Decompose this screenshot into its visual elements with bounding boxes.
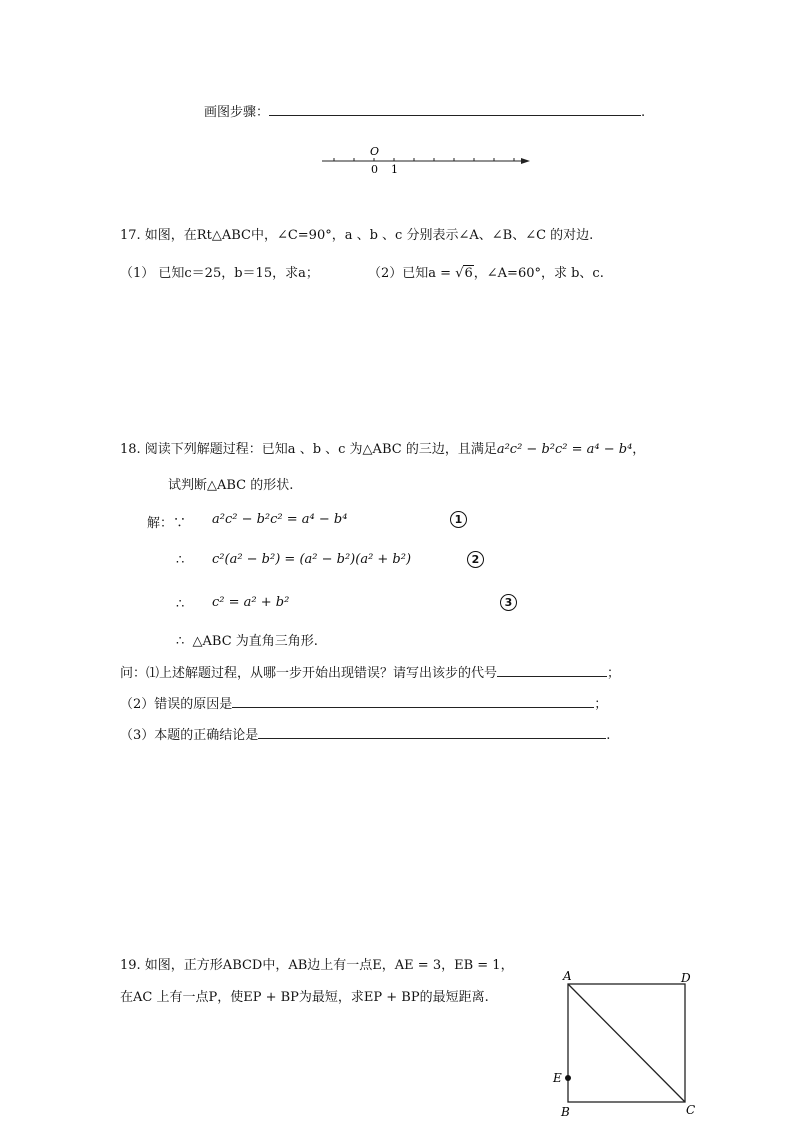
q18-therefore-3: ∴ [176,597,185,612]
q18-ask2 [120,693,607,712]
q17-part2-pre: （2）已知a = [368,266,456,281]
label-a: A [563,969,572,983]
number-line-arrow [521,158,530,164]
q18-ask2-text: （2）错误的原因是 [120,697,233,712]
q18-ask3-text: （3）本题的正确结论是 [120,728,259,743]
q18-ask1-blank [497,664,607,677]
q18-mark3 [500,594,517,611]
drawing-steps-end: . [641,105,646,120]
q18-ask3-end: . [606,728,611,743]
q18-stem2: 试判断△ABC 的形状. [168,478,294,493]
origin-label: O [370,145,380,158]
drawing-steps-label: 画图步骤： [204,105,270,120]
square-diagram [550,966,700,1120]
q18-ask1 [120,662,620,681]
q18-solve-label: 解：∵ [147,516,187,531]
label-d: D [681,971,691,985]
q18-mark1 [450,511,467,528]
q18-stem-equation: a²c² − b²c² = a⁴ − b⁴ [496,442,633,457]
drawing-steps [204,101,645,120]
q18-ask3 [120,724,610,743]
q19-line1: 19. 如图，正方形ABCD中，AB边上有一点E，AE = 3，EB = 1， [120,958,514,973]
q18-stem-pre: 18. 阅读下列解题过程：已知a 、b 、c 为△ABC 的三边，且满足 [120,442,497,457]
q18-ask2-blank [232,695,594,708]
circled-number-2: 2 [467,551,484,568]
circled-number-3: 3 [500,594,517,611]
q18-ask2-end: ； [594,697,608,712]
q17-stem: 17. 如图，在Rt△ABC中，∠C=90°，a 、b 、c 分别表示∠A、∠B、∠C 的对边. [120,228,594,243]
number-line [316,143,538,177]
q18-conclusion-text: △ABC 为直角三角形. [192,634,318,649]
tick-label-0: 0 [371,163,378,176]
tick-label-1: 1 [391,163,398,176]
q17-part2 [368,262,604,281]
q18-stem [120,438,645,457]
q18-step3: c² = a² + b² [212,595,290,610]
q18-step1: a²c² − b²c² = a⁴ − b⁴ [212,512,348,527]
q18-step2: c²(a² − b²) = (a² − b²)(a² + b²) [212,552,412,567]
q19-line2: 在AC 上有一点P，使EP + BP为最短，求EP + BP的最短距离. [120,990,489,1005]
sqrt-icon: √ [455,266,464,281]
circled-number-1: 1 [450,511,467,528]
q18-ask1-text: 问：⑴上述解题过程，从哪一步开始出现错误？请写出该步的代号 [120,666,498,681]
q18-conclusion [176,630,318,649]
q17-part2-post: ，∠A=60°，求 b、c. [473,266,604,281]
q18-stem-end: ， [632,442,646,457]
drawing-steps-blank [269,103,641,116]
q18-mark2 [467,551,484,568]
point-e [565,1075,571,1081]
q18-ask3-blank [258,726,606,739]
q18-therefore-4: ∴ [176,634,185,649]
label-b: B [561,1105,570,1119]
q17-part2-radicand: 6 [464,266,473,281]
q17-part1: （1） 已知c＝25，b＝15，求a； [120,266,319,281]
q18-therefore-2: ∴ [176,553,185,568]
q18-ask1-end: ； [607,666,621,681]
diagonal-ac [568,984,685,1102]
label-e: E [553,1071,562,1085]
label-c: C [686,1103,696,1117]
